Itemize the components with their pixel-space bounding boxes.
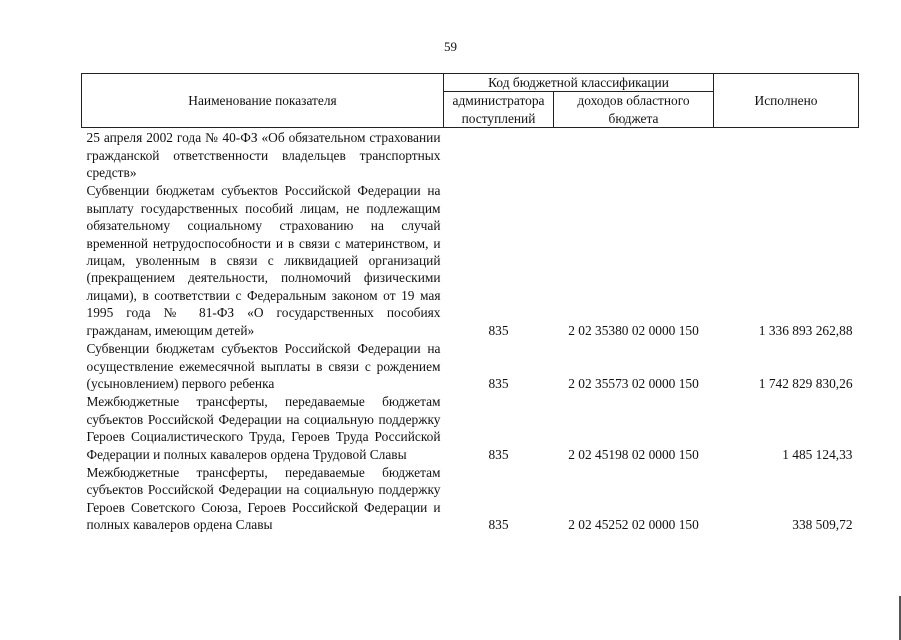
row-amount <box>714 128 859 182</box>
row-income-code: 2 02 35380 02 0000 150 <box>568 322 699 338</box>
table-row <box>82 392 859 463</box>
table-header <box>82 74 859 128</box>
row-income-code <box>554 128 714 182</box>
page-number: 59 <box>444 39 457 54</box>
budget-table <box>81 73 859 534</box>
row-name: 25 апреля 2002 года № 40-ФЗ «Об обязательном страховании гражданской ответственности владельцев транспортных средств» <box>86 130 441 181</box>
row-admin-code: 835 <box>488 517 509 533</box>
row-admin-code: 835 <box>488 322 509 338</box>
header-administrator: администратора поступлений <box>444 92 554 128</box>
header-income: доходов областного бюджета <box>554 92 714 128</box>
table-row <box>82 463 859 534</box>
row-income-code: 2 02 35573 02 0000 150 <box>568 375 699 391</box>
table-row <box>82 128 859 182</box>
table-row <box>82 181 859 339</box>
row-income-code: 2 02 45198 02 0000 150 <box>568 446 699 462</box>
row-name: Субвенции бюджетам субъектов Российской Федерации на выплату государственных пособий лицам, не подлежащим обязательному социальному страхованию на случай временной нетрудоспособности и в связи с материнством, и лицам, уволенным в связи с ликвидацией организаций (прекращением деятельности, полномочий физическими лицами), в соответствии с Федеральным законом от 19 мая 1995 года № 81-ФЗ «О государственных пособиях гражданам, имеющим детей» <box>86 183 441 338</box>
row-admin-code: 835 <box>488 375 509 391</box>
row-amount: 1 485 124,33 <box>782 446 853 462</box>
row-name: Субвенции бюджетам субъектов Российской Федерации на осуществление ежемесячной выплаты в связи с рождением (усыновлением) первого ребенка <box>86 341 441 391</box>
header-name: Наименование показателя <box>82 74 444 128</box>
row-admin-code: 835 <box>488 446 509 462</box>
header-code-group: Код бюджетной классификации <box>444 74 714 92</box>
row-amount: 1 336 893 262,88 <box>758 322 853 338</box>
row-name: Межбюджетные трансферты, передаваемые бюджетам субъектов Российской Федерации на социальную поддержку Героев Советского Союза, Героев Российской Федерации и полных кавалеров ордена Славы <box>86 464 441 533</box>
table-body <box>82 128 859 534</box>
row-admin-code <box>444 128 554 182</box>
table-row <box>82 339 859 392</box>
row-income-code: 2 02 45252 02 0000 150 <box>568 517 699 533</box>
row-name: Межбюджетные трансферты, передаваемые бюджетам субъектов Российской Федерации на социальную поддержку Героев Социалистического Труда, Героев Труда Российской Федерации и полных кавалеров ордена Трудовой Славы <box>86 394 441 462</box>
header-executed: Исполнено <box>714 74 859 128</box>
row-amount: 338 509,72 <box>792 517 853 533</box>
row-amount: 1 742 829 830,26 <box>758 375 853 391</box>
